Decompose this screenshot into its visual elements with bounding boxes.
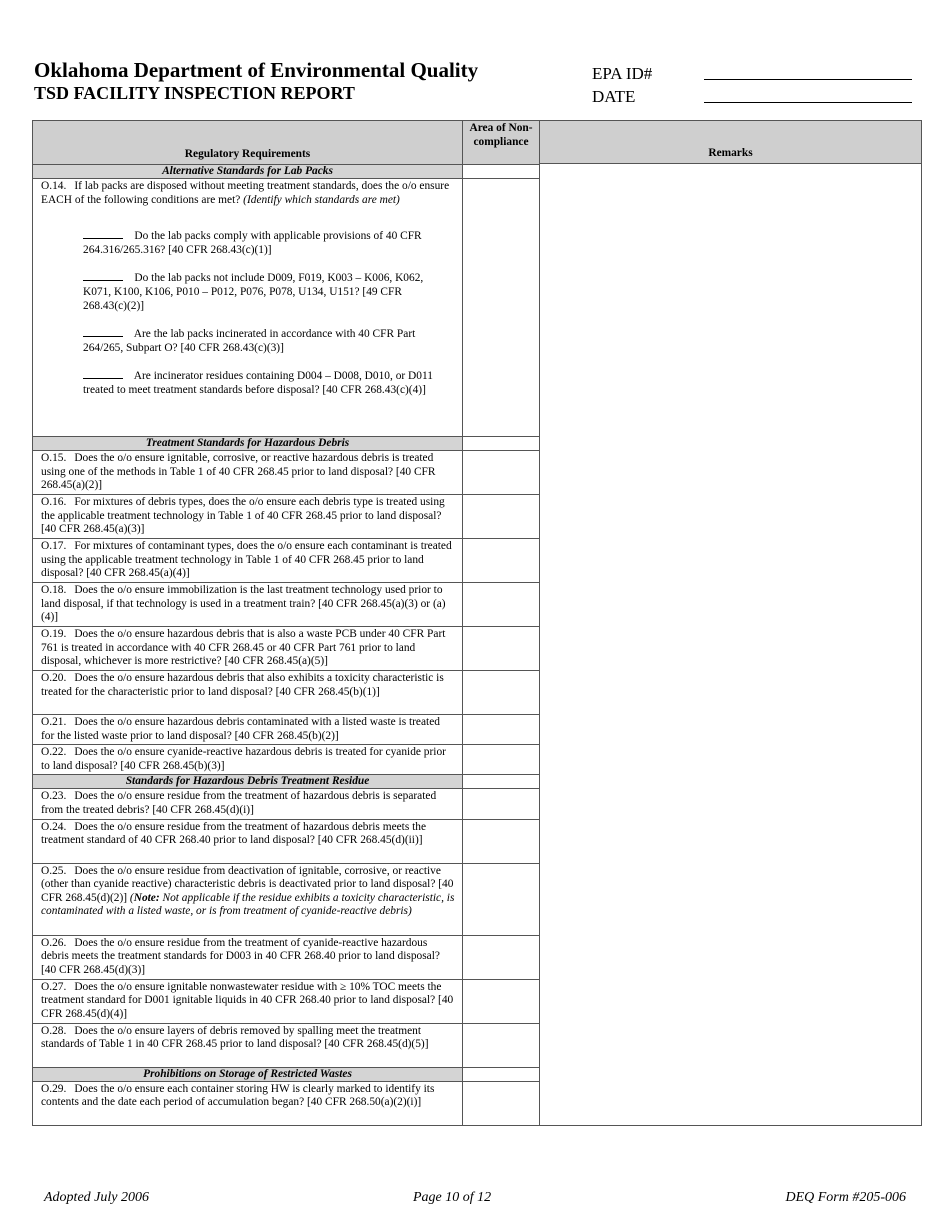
noncompliance-cell[interactable]: [463, 745, 540, 775]
check-blank[interactable]: [83, 369, 123, 379]
report-title: TSD FACILITY INSPECTION REPORT: [34, 83, 355, 103]
question-o22: O.22. Does the o/o ensure cyanide-reactive hazardous debris is treated for cyanide prior to land disposal? [40 CFR 268.45(b)(3)]: [33, 745, 463, 775]
question-o20: O.20. Does the o/o ensure hazardous debris that also exhibits a toxicity characteristic is treated for the characteristic prior to land disposal? [40 CFR 268.45(b)(1)]: [33, 671, 463, 715]
o14-note: (Identify which standards are met): [243, 193, 400, 206]
noncompliance-cell[interactable]: [463, 451, 540, 495]
question-o17: O.17. For mixtures of contaminant types, does the o/o ensure each contaminant is treated using the applicable treatment technology in Table 1 of 40 CFR 268.45 prior to land disposal? [40 CFR 268.45(a)(4)]: [33, 539, 463, 583]
col-requirements-header: Regulatory Requirements: [33, 121, 463, 165]
noncompliance-cell[interactable]: [463, 819, 540, 863]
section-lab-packs: Alternative Standards for Lab Packs: [33, 165, 463, 179]
agency-title: Oklahoma Department of Environmental Quality: [34, 58, 479, 82]
noncompliance-cell[interactable]: [463, 979, 540, 1023]
check-blank[interactable]: [83, 271, 123, 281]
section-debris: Treatment Standards for Hazardous Debris: [33, 437, 463, 451]
check-blank[interactable]: [83, 229, 123, 239]
question-o26: O.26. Does the o/o ensure residue from the treatment of cyanide-reactive hazardous debris meets the treatment standards for D003 in 40 CFR 268.40 prior to land disposal? [40 CFR 268.45(d)(3)]: [33, 935, 463, 979]
epa-id-label: EPA ID#: [592, 64, 653, 83]
question-o24: O.24. Does the o/o ensure residue from the treatment of hazardous debris meets the treatment standard of 40 CFR 268.40 prior to land disposal? [40 CFR 268.45(d)(ii)]: [33, 819, 463, 863]
question-o27: O.27. Does the o/o ensure ignitable nonwastewater residue with ≥ 10% TOC meets the treatment standard for D001 ignitable liquids in 40 CFR 268.40 prior to land disposal? [40 CFR 268.45(d)(4)]: [33, 979, 463, 1023]
question-o19: O.19. Does the o/o ensure hazardous debris that is also a waste PCB under 40 CFR Part 761 is treated in accordance with 40 CFR 268.45 or 40 CFR Part 761 prior to land disposal, whichever is more restrictive? [40 CFR 268.45(a)(5)]: [33, 627, 463, 671]
section-residue: Standards for Hazardous Debris Treatment Residue: [33, 775, 463, 789]
question-o14: [33, 179, 463, 437]
document-header: [34, 58, 478, 104]
o14-condition: Do the lab packs comply with applicable provisions of 40 CFR 264.316/265.316? [40 CFR 268.43(c)(1)]: [83, 230, 422, 256]
noncompliance-cell[interactable]: [463, 789, 540, 819]
question-o23: O.23. Does the o/o ensure residue from the treatment of hazardous debris is separated from the treated debris? [40 CFR 268.45(d)(i)]: [33, 789, 463, 819]
date-field[interactable]: [704, 87, 912, 103]
question-o15: O.15. Does the o/o ensure ignitable, corrosive, or reactive hazardous debris is treated using one of the methods in Table 1 of 40 CFR 268.45 prior to land disposal? [40 CFR 268.45(a)(2)]: [33, 451, 463, 495]
epa-id-field[interactable]: [704, 64, 912, 80]
date-row: [592, 84, 912, 107]
footer-page-number: Page 10 of 12: [413, 1190, 492, 1205]
remarks-area[interactable]: [540, 164, 921, 1108]
noncompliance-cell[interactable]: [463, 539, 540, 583]
header-fields: [592, 61, 912, 107]
noncompliance-cell[interactable]: [463, 1081, 540, 1125]
noncompliance-cell[interactable]: [463, 1023, 540, 1067]
question-number: O.14.: [41, 180, 67, 192]
date-label: DATE: [592, 87, 636, 106]
noncompliance-cell[interactable]: [463, 583, 540, 627]
question-o16: O.16. For mixtures of debris types, does the o/o ensure each debris type is treated using the applicable treatment technology in Table 1 of 40 CFR 268.45 prior to land disposal? [40 CFR 268.45(a)(3)]: [33, 495, 463, 539]
o14-text: O.14. If lab packs are disposed without meeting treatment standards, does the o/o ensure EACH of the following conditions are met? (Identify which standards are met): [41, 180, 450, 206]
remarks-header-label: Remarks: [708, 147, 753, 160]
noncompliance-cell[interactable]: [463, 863, 540, 935]
o14-condition: Are incinerator residues containing D004 – D008, D010, or D011 treated to meet treatment standards before disposal? [40 CFR 268.43(c)(4)]: [83, 370, 433, 396]
remarks-header-bar: [540, 121, 921, 164]
footer-adopted: Adopted July 2006: [44, 1190, 149, 1205]
note-label: Note:: [133, 891, 160, 904]
o14-condition: Are the lab packs incinerated in accordance with 40 CFR Part 264/265, Subpart O? [40 CFR 268.43(c)(3)]: [83, 328, 416, 354]
question-o28: O.28. Does the o/o ensure layers of debris removed by spalling meet the treatment standards of Table 1 in 40 CFR 268.45 prior to land disposal? [40 CFR 268.45(d)(5)]: [33, 1023, 463, 1067]
section-storage: Prohibitions on Storage of Restricted Wastes: [33, 1067, 463, 1081]
noncompliance-cell[interactable]: [463, 715, 540, 745]
noncompliance-cell[interactable]: [463, 671, 540, 715]
o14-condition: Do the lab packs not include D009, F019, K003 – K006, K062, K071, K100, K106, P010 – P012, P076, P078, U134, U151? [49 CFR 268.43(c)(2)]: [83, 272, 424, 312]
noncompliance-cell[interactable]: [463, 495, 540, 539]
col-area-header: Area of Non-compliance: [463, 121, 540, 165]
table-header-row: [33, 121, 922, 165]
question-o18: O.18. Does the o/o ensure immobilization is the last treatment technology used prior to land disposal, if that technology is used in a treatment train? [40 CFR 268.45(a)(3) or (a)(4)]: [33, 583, 463, 627]
col-remarks-header: [540, 121, 922, 1126]
inspection-table: [32, 120, 922, 1126]
question-o29: O.29. Does the o/o ensure each container storing HW is clearly marked to identify its contents and the date each period of accumulation began? [40 CFR 268.50(a)(2)(i)]: [33, 1081, 463, 1125]
check-blank[interactable]: [83, 327, 123, 337]
noncompliance-cell[interactable]: [463, 627, 540, 671]
o25-note: Not applicable if the residue exhibits a toxicity characteristic, is contaminated with a listed waste, or is from treatment of cyanide-reactive debris): [41, 891, 455, 918]
epa-id-row: [592, 61, 912, 84]
question-o25: O.25. Does the o/o ensure residue from deactivation of ignitable, corrosive, or reactive (other than cyanide reactive) characteristic debris is deactivated prior to land disposal? [40 CFR 268.45(d)(2)] (Note: Not applicable if the residue exhibits a toxicity characteristic, is contaminated with a listed waste, or is from treatment of cyanide-reactive debris): [33, 863, 463, 935]
question-o21: O.21. Does the o/o ensure hazardous debris contaminated with a listed waste is treated for the listed waste prior to land disposal? [40 CFR 268.45(b)(2)]: [33, 715, 463, 745]
footer-form-number: DEQ Form #205-006: [785, 1190, 906, 1205]
noncompliance-cell[interactable]: [463, 935, 540, 979]
noncompliance-cell[interactable]: [463, 179, 540, 437]
